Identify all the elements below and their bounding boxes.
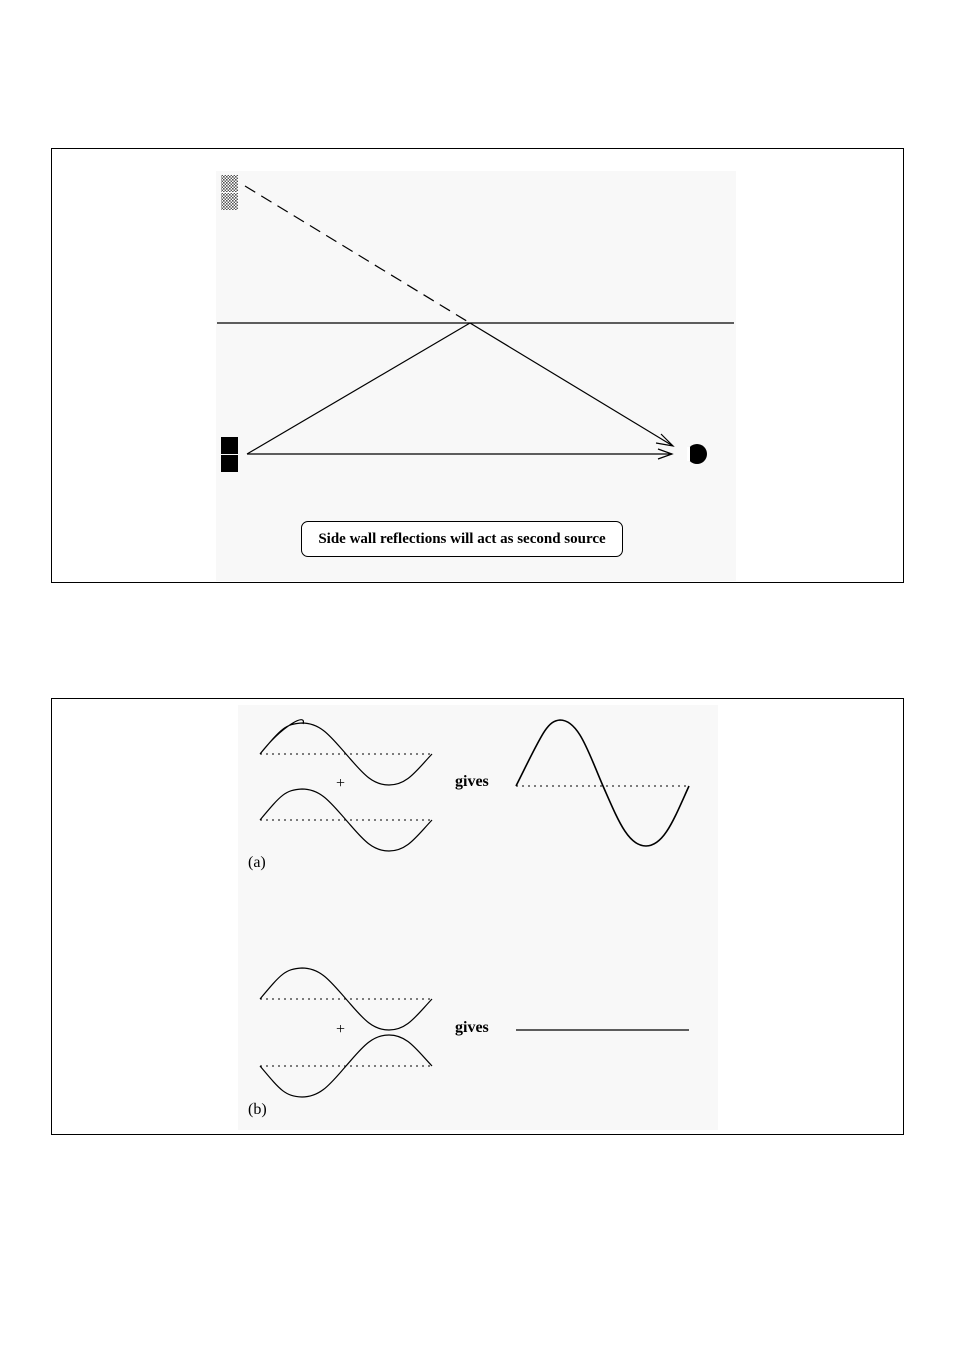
- incident-ray: [247, 323, 470, 454]
- part-b-wave-1: [260, 968, 432, 1030]
- reflected-ray-arrowhead: [656, 434, 673, 446]
- part-b-wave-2: [260, 1035, 432, 1097]
- virtual-source-speaker: [221, 175, 238, 210]
- reflected-ray: [470, 323, 673, 446]
- part-b-label: (b): [248, 1101, 267, 1118]
- part-a-label: (a): [248, 854, 266, 871]
- part-a-wave-1: [260, 720, 432, 785]
- part-a-gives-label: gives: [455, 773, 489, 790]
- reflection-figure-frame: [51, 148, 904, 583]
- part-b-plus-sign: +: [336, 1021, 346, 1038]
- part-b-gives-label: gives: [455, 1019, 489, 1036]
- part-a-result-wave: [516, 720, 689, 846]
- superposition-diagram: [52, 699, 905, 1136]
- virtual-path-dashed: [245, 186, 470, 323]
- part-a-wave-2: [260, 789, 432, 851]
- part-a-plus-sign: +: [336, 775, 346, 792]
- reflection-caption: Side wall reflections will act as second source: [301, 521, 623, 557]
- reflection-diagram: [52, 149, 905, 584]
- listener-icon: [687, 444, 707, 464]
- source-speaker: [221, 437, 238, 472]
- superposition-figure-frame: [51, 698, 904, 1135]
